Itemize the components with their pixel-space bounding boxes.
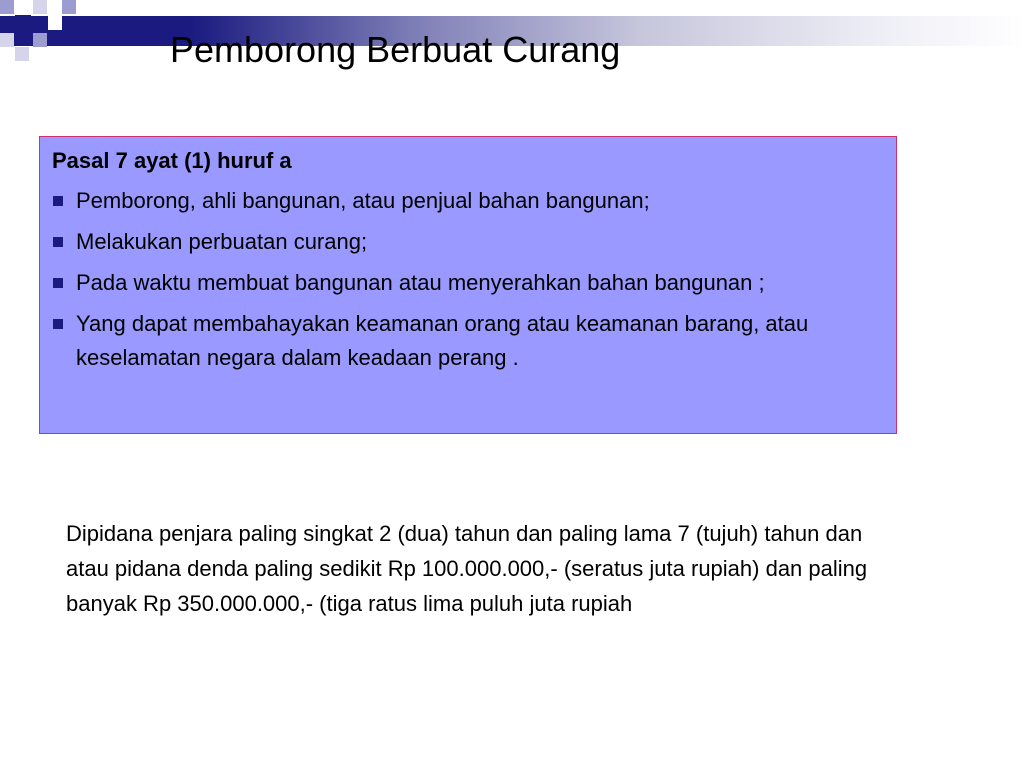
list-item-text: Melakukan perbuatan curang;: [76, 229, 368, 254]
corner-square-pale: [33, 0, 47, 14]
corner-square-navy: [15, 15, 31, 31]
list-item-text: Yang dapat membahayakan keamanan orang atau keamanan barang, atau keselamatan negara dalam keadaan perang .: [76, 311, 809, 370]
list-item: [52, 266, 882, 300]
list-item-text: Pemborong, ahli bangunan, atau penjual bahan bangunan;: [76, 188, 650, 213]
corner-square-pale-3: [15, 47, 29, 61]
slide-title: Pemborong Berbuat Curang: [170, 29, 621, 70]
corner-square-white: [48, 16, 62, 30]
corner-square-navy-2: [63, 16, 79, 32]
list-item: [52, 184, 882, 218]
list-item: [52, 307, 882, 375]
list-item: [52, 225, 882, 259]
square-bullet-icon: [53, 319, 63, 329]
element-list: [52, 184, 882, 382]
corner-square-pale-2: [0, 33, 14, 47]
penalty-paragraph: Dipidana penjara paling singkat 2 (dua) tahun dan paling lama 7 (tujuh) tahun dan atau pidana denda paling sedikit Rp 100.000.000,- (seratus juta rupiah) dan paling banyak Rp 350.000.000,- (tiga ratus lima puluh juta rupiah: [66, 521, 868, 616]
article-box: [39, 136, 897, 434]
article-heading: Pasal 7 ayat (1) huruf a: [52, 148, 292, 173]
corner-square-lavender-3: [33, 33, 47, 47]
square-bullet-icon: [53, 237, 63, 247]
list-item-text: Pada waktu membuat bangunan atau menyerahkan bahan bangunan ;: [76, 270, 765, 295]
corner-square-lavender-2: [62, 0, 76, 14]
square-bullet-icon: [53, 278, 63, 288]
square-bullet-icon: [53, 196, 63, 206]
corner-square-lavender: [0, 0, 14, 14]
